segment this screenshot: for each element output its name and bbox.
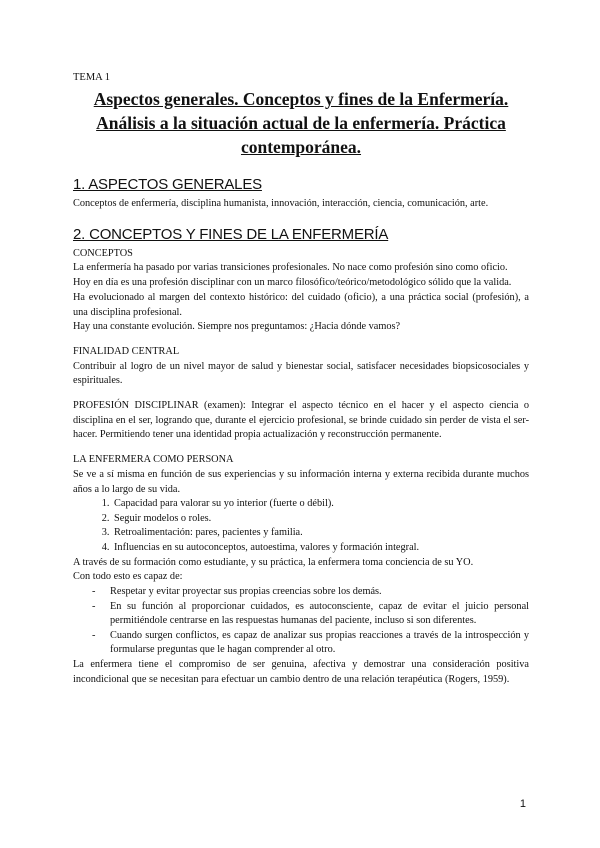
- persona-closing-text: La enfermera tiene el compromiso de ser genuina, afectiva y demostrar una consideración positiva incondicional que se necesitan para efectuar un cambio dentro de una relación terapéutica (Rogers, 1959).: [73, 659, 529, 685]
- persona-numbered-list: [73, 497, 529, 555]
- conceptos-paragraph-3: Ha evolucionado al margen del contexto histórico: del cuidado (oficio), a una práctica social (profesión), a una disciplina profesional.: [73, 291, 529, 318]
- conceptos-label: CONCEPTOS: [73, 247, 133, 259]
- tema-label: TEMA 1: [73, 72, 111, 83]
- list-item: [73, 600, 529, 629]
- persona-intro: Se ve a sí misma en función de sus experiencias y su información interna y externa recibida durante muchos años a lo largo de su vida.: [73, 468, 529, 495]
- document-title: [73, 87, 529, 159]
- conceptos-paragraph-1: La enfermería ha pasado por varias transiciones profesionales. No nace como profesión sino como oficio.: [73, 262, 508, 274]
- dash-item-text: Cuando surgen conflictos, es capaz de analizar sus propias reacciones a través de la introspección y formularse preguntas que le hagan comprender al otro.: [110, 629, 529, 656]
- title-line-2: Análisis a la situación actual de la enfermería. Práctica: [96, 113, 506, 133]
- section-2-heading: 2. CONCEPTOS Y FINES DE LA ENFERMERÍA: [73, 225, 389, 243]
- title-line-1: Aspectos generales. Conceptos y fines de la Enfermería.: [93, 89, 509, 109]
- section-1-heading: 1. ASPECTOS GENERALES: [73, 176, 262, 193]
- list-item: 4. Influencias en su autoconceptos, autoestima, valores y formación integral.: [112, 541, 529, 556]
- list-item: 1. Capacidad para valorar su yo interior (fuerte o débil).: [112, 497, 529, 512]
- dash-item-text: Respetar y evitar proyectar sus propias creencias sobre los demás.: [110, 586, 382, 598]
- finalidad-text: Contribuir al logro de un nivel mayor de salud y bienestar social, satisfacer necesidades biopsicosociales y espirituales.: [73, 360, 529, 387]
- persona-dash-list: [73, 585, 529, 658]
- list-item: [73, 585, 529, 600]
- page-content: [73, 72, 529, 687]
- persona-after-text: A través de su formación como estudiante, y su práctica, la enfermera toma conciencia de su YO.: [73, 556, 474, 568]
- list-item: 2. Seguir modelos o roles.: [112, 512, 529, 527]
- dash-bullet: -: [92, 586, 96, 598]
- profesion-disciplinar-text: PROFESIÓN DISCIPLINAR (examen): Integrar el aspecto técnico en el hacer y el aspecto ciencia o disciplina en el ser, logrando que, durante el ejercicio profesional, se brinde cuidado sin perder de vista el ser-hacer. Permitiendo tener una identidad propia actualización y reconstrucción permanente.: [73, 400, 529, 441]
- dash-bullet: -: [92, 629, 96, 641]
- list-item: [73, 629, 529, 658]
- title-line-3: contemporánea.: [240, 137, 362, 157]
- conceptos-paragraph-2: Hoy en día es una profesión disciplinar con un marco filosófico/teórico/metodológico sólido que la valida.: [73, 277, 512, 289]
- page-number: 1: [519, 798, 526, 810]
- persona-capable-intro: Con todo esto es capaz de:: [73, 571, 183, 583]
- dash-item-text: En su función al proporcionar cuidados, es autoconsciente, capaz de evitar el juicio personal permitiéndole centrarse en las respuestas humanas del paciente, incluso si son diferentes.: [110, 600, 529, 627]
- list-item: 3. Retroalimentación: pares, pacientes y familia.: [112, 526, 529, 541]
- finalidad-label: FINALIDAD CENTRAL: [73, 345, 180, 357]
- dash-bullet: -: [92, 600, 96, 612]
- section-1-text: Conceptos de enfermería, disciplina humanista, innovación, interacción, ciencia, comunicación, arte.: [73, 198, 489, 209]
- persona-label: LA ENFERMERA COMO PERSONA: [73, 454, 234, 466]
- conceptos-paragraph-4: Hay una constante evolución. Siempre nos preguntamos: ¿Hacia dónde vamos?: [73, 321, 401, 333]
